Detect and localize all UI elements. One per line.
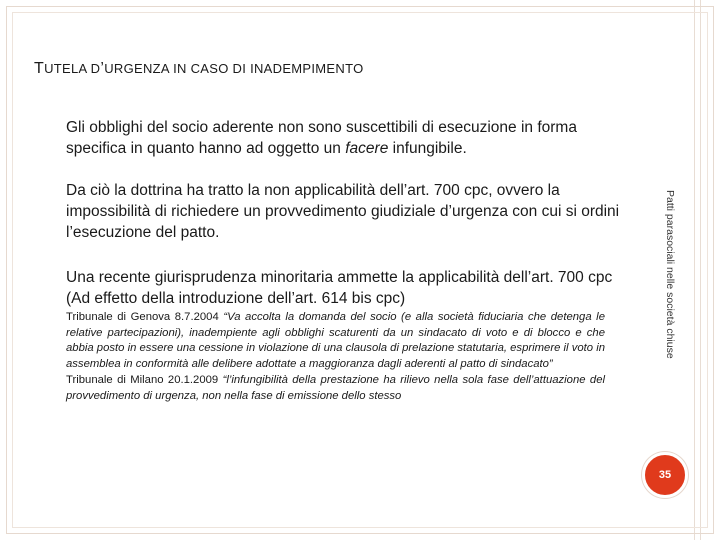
slide-title <box>34 60 364 78</box>
paragraph-doctrine: Da ciò la dottrina ha tratto la non applicabilità dell’art. 700 cpc, ovvero la impossibilità di richiedere un provvedimento giudiziale d’urgenza con cui si ordini l’esecuzione del patto. <box>66 182 620 241</box>
citation-label: Tribunale di Milano 20.1.2009 <box>66 373 223 386</box>
page-number: 35 <box>658 469 672 481</box>
citation-label: Tribunale di Genova 8.7.2004 <box>66 311 224 323</box>
citation-quote: “l’infungibilità della prestazione ha rilievo nella sola fase dell’attuazione del provvedimento di urgenza, non nella fase di emissione dello stesso <box>66 373 605 402</box>
side-label-text: Patti parasociali nelle società chiuse <box>664 190 676 359</box>
title-part: URGENZA IN CASO DI INADEMPIMENTO <box>104 61 364 76</box>
paragraph-obligations <box>66 117 626 159</box>
paragraph-text: Gli obblighi del socio aderente non sono suscettibili di esecuzione in forma specifica in quanto hanno ad oggetto un <box>66 119 577 157</box>
side-label <box>664 190 685 385</box>
case-citations <box>66 310 605 404</box>
paragraph-jurisprudence: Una recente giurisprudenza minoritaria ammette la applicabilità dell’art. 700 cpc (Ad effetto della introduzione dell’art. 614 bis cpc) <box>66 269 613 307</box>
paragraph-text: infungibile. <box>388 140 467 157</box>
title-part: UTELA D <box>44 61 101 76</box>
page-number-badge <box>642 452 688 498</box>
paragraph-emphasis: facere <box>345 140 389 157</box>
title-initial: T <box>34 60 45 77</box>
title-apostrophe: ’ <box>100 60 105 77</box>
citation-quote: “Va accolta la domanda del socio (e alla società fiduciaria che detenga le relative partecipazioni), inadempiente agli obblighi scaturenti da un sindacato di voto e di blocco e che abbia posto in essere una cessione in violazione di una clausola di prelazione statutaria, esprimere il voto in assemblea in conformità alle delibere adottate a maggioranza dagli aderenti al patto di sindacato” <box>66 311 605 371</box>
